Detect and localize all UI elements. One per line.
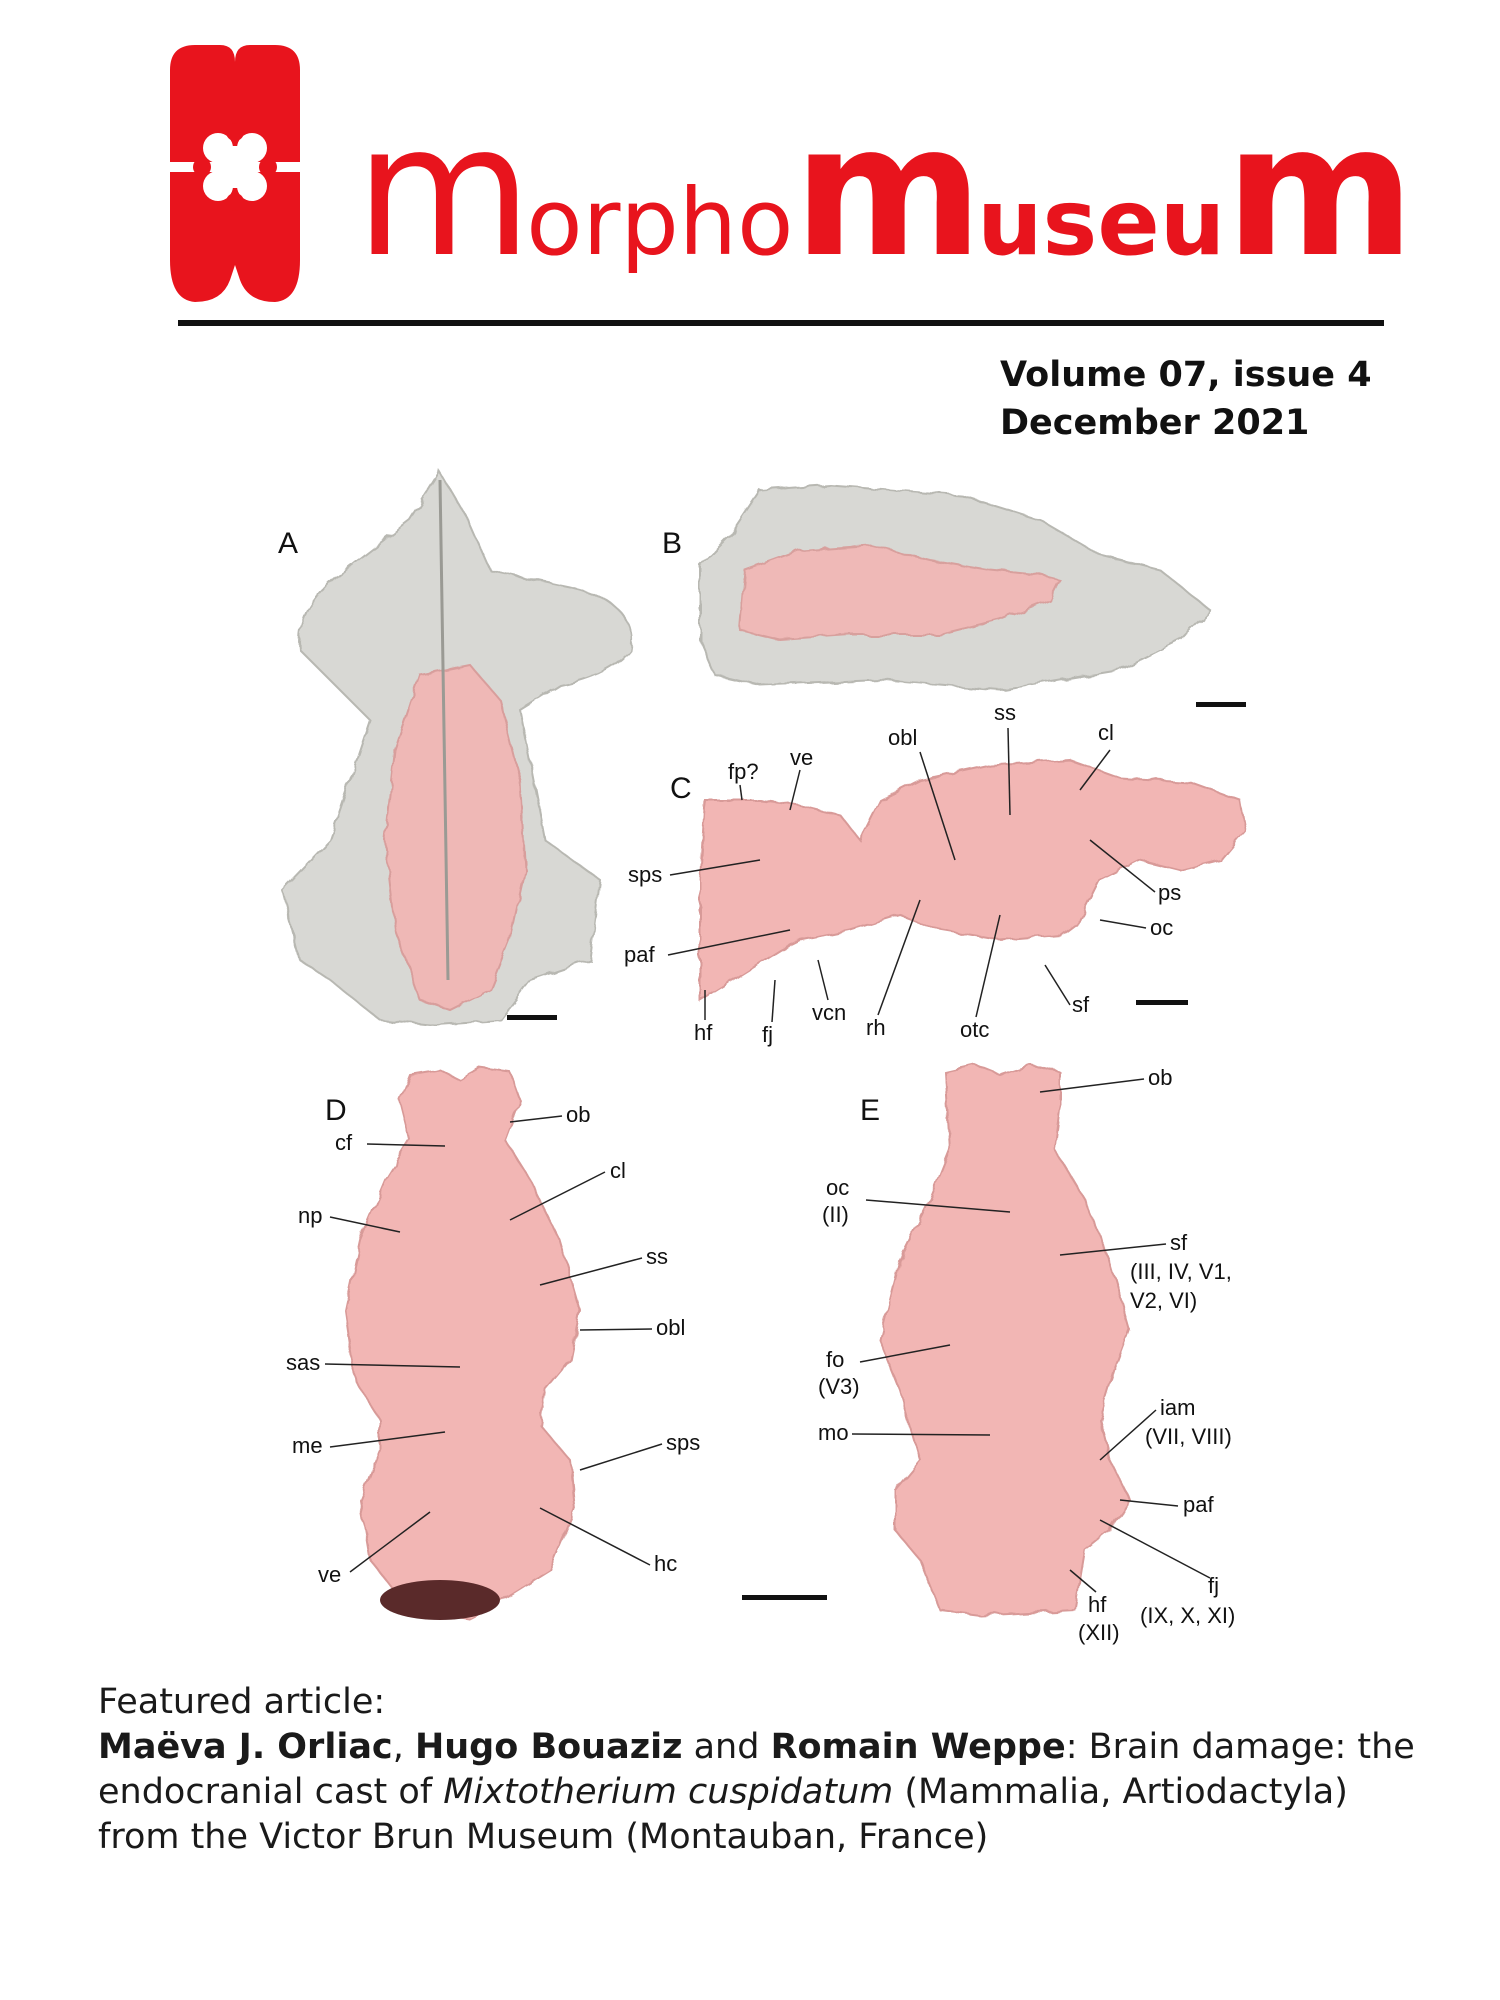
logo-letter-m2: m — [793, 85, 978, 297]
label-e-fj: fj — [1208, 1573, 1219, 1598]
label-e-iam: iam — [1160, 1395, 1196, 1420]
label-c-ve: ve — [790, 745, 814, 770]
label-d-ob: ob — [566, 1102, 591, 1127]
label-e-hf: hf — [1088, 1592, 1107, 1617]
panel-c-endocast — [624, 700, 1245, 1047]
species-name: Mixtotherium cuspidatum — [443, 1772, 894, 1812]
label-e-sf: sf — [1170, 1230, 1188, 1255]
label-c-rh: rh — [866, 1015, 886, 1040]
label-e-paf: paf — [1183, 1492, 1214, 1517]
logo-letters-useu: useu — [977, 169, 1226, 276]
label-c-paf: paf — [624, 942, 655, 967]
panel-label-d: D — [325, 1094, 347, 1127]
panel-b-skull — [662, 485, 1246, 707]
article-title-part1: : Brain damage: the endocranial cast of — [98, 1727, 1415, 1812]
scale-bar-c — [1136, 1000, 1188, 1005]
label-c-sps: sps — [628, 862, 663, 887]
label-c-ss: ss — [994, 700, 1016, 725]
label-c-cl: cl — [1098, 720, 1114, 745]
label-d-sas: sas — [286, 1350, 321, 1375]
volume-line: Volume 07, issue 4 — [1000, 355, 1372, 395]
label-e-sf-nerves-1: (III, IV, V1, — [1130, 1259, 1232, 1284]
scale-bar-b — [1196, 702, 1246, 707]
panel-label-b: B — [662, 527, 683, 560]
featured-heading: Featured article: — [98, 1682, 386, 1722]
journal-logo — [150, 40, 1409, 320]
article-title-part2: (Mammalia, Artiodactyla) from the Victor Brun Museum (Montauban, France) — [98, 1772, 1348, 1857]
label-d-hc: hc — [654, 1551, 678, 1576]
label-e-fo-nerve: (V3) — [818, 1374, 860, 1399]
panel-label-a: A — [278, 527, 299, 560]
label-c-oc: oc — [1150, 915, 1174, 940]
label-d-cf: cf — [335, 1130, 353, 1155]
author-weppe[interactable]: Romain Weppe — [770, 1727, 1066, 1767]
author-separator: and — [682, 1727, 771, 1767]
label-d-obl: obl — [656, 1315, 686, 1340]
label-c-hf: hf — [694, 1020, 713, 1045]
label-c-obl: obl — [888, 725, 918, 750]
panel-label-e: E — [860, 1094, 881, 1127]
author-separator: , — [392, 1727, 415, 1767]
label-c-vcn: vcn — [812, 1000, 847, 1025]
label-e-sf-nerves-2: V2, VI) — [1130, 1288, 1198, 1313]
tooth-cross-logo-icon — [150, 40, 320, 320]
label-d-cl: cl — [610, 1158, 626, 1183]
logo-letters-orpho: orpho — [526, 169, 794, 276]
label-d-ve: ve — [318, 1562, 342, 1587]
label-c-fp: fp? — [728, 759, 759, 784]
featured-citation — [98, 1725, 1438, 1860]
date-line: December 2021 — [1000, 403, 1310, 443]
label-e-mo: mo — [818, 1420, 849, 1445]
panel-d-endocast — [286, 1068, 827, 1620]
label-c-fj: fj — [762, 1022, 773, 1047]
label-c-otc: otc — [960, 1017, 990, 1042]
label-c-ps: ps — [1158, 880, 1182, 905]
author-orliac[interactable]: Maëva J. Orliac — [98, 1727, 393, 1767]
label-d-np: np — [298, 1203, 323, 1228]
label-d-me: me — [292, 1433, 323, 1458]
endocast-figure — [0, 460, 1500, 1670]
label-e-oc-nerve: (II) — [822, 1202, 849, 1227]
label-e-oc: oc — [826, 1175, 850, 1200]
label-d-sps: sps — [666, 1430, 701, 1455]
header-divider — [178, 320, 1384, 326]
label-d-ss: ss — [646, 1244, 668, 1269]
logo-letter-m1: m — [355, 85, 527, 297]
panel-a-skull — [278, 472, 631, 1025]
panel-e-endocast — [818, 1065, 1235, 1645]
label-e-hf-nerve: (XII) — [1078, 1620, 1120, 1645]
scale-bar-a — [507, 1015, 557, 1020]
panel-label-c: C — [670, 772, 692, 805]
label-e-iam-nerves: (VII, VIII) — [1145, 1424, 1232, 1449]
author-bouaziz[interactable]: Hugo Bouaziz — [414, 1727, 683, 1767]
label-e-ob: ob — [1148, 1065, 1173, 1090]
label-e-fo: fo — [826, 1347, 845, 1372]
label-e-fj-nerves: (IX, X, XI) — [1140, 1603, 1236, 1628]
logo-letter-m3: m — [1225, 85, 1409, 297]
featured-article-caption — [98, 1680, 1438, 1860]
label-c-sf: sf — [1072, 992, 1090, 1017]
journal-wordmark — [355, 85, 1409, 297]
scale-bar-d — [742, 1595, 827, 1600]
